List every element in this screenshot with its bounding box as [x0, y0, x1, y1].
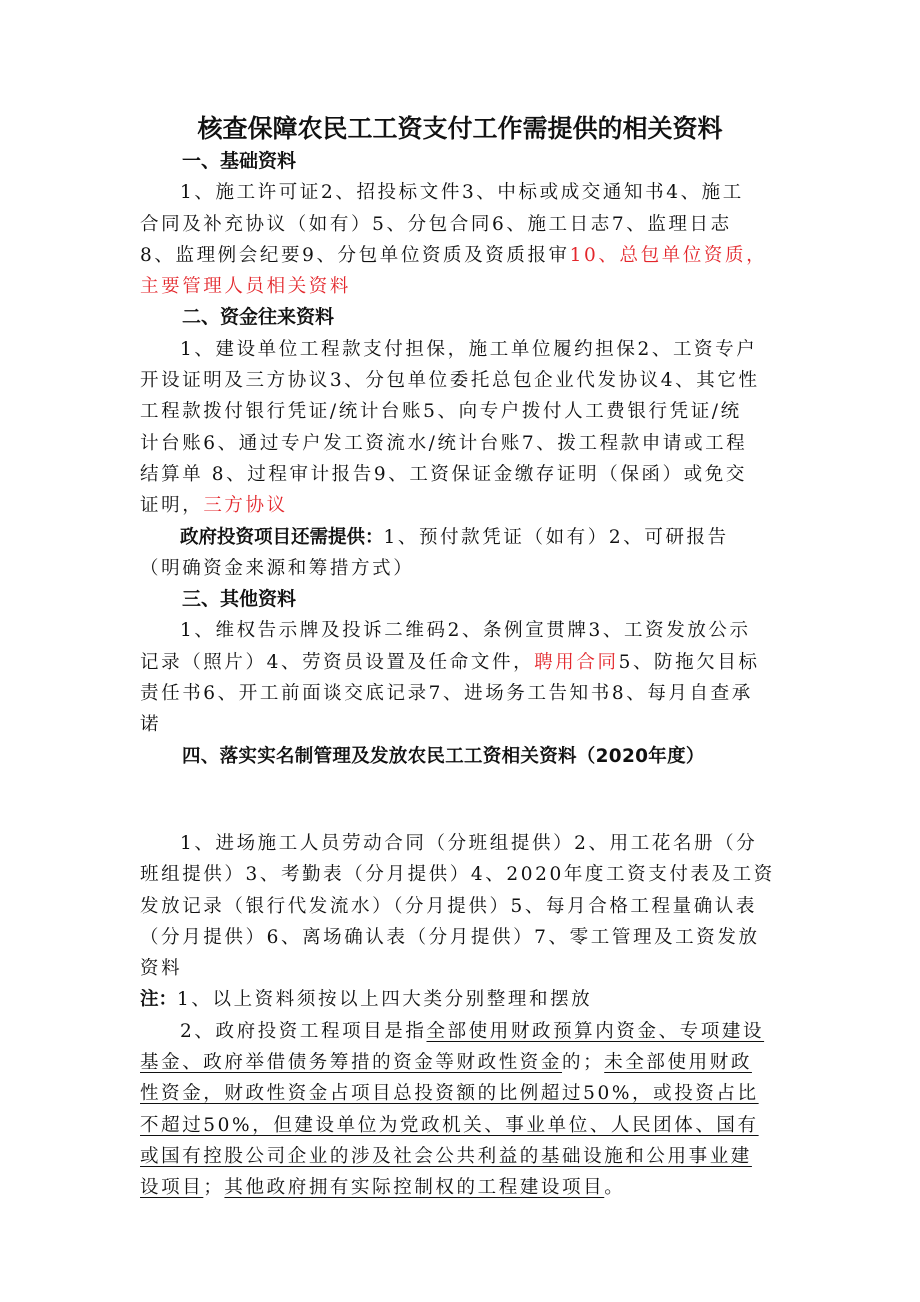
highlighted-text: 10、总包单位资质， — [569, 244, 768, 266]
paragraph — [140, 177, 790, 302]
highlighted-text: 主要管理人员相关资料 — [140, 276, 352, 298]
underlined-text: 未全部使用财政 — [604, 1052, 752, 1074]
text-line — [140, 1110, 790, 1141]
text-line — [140, 490, 790, 521]
text-segment: 证明， — [140, 495, 204, 517]
text-line — [140, 1016, 790, 1047]
underlined-text: 基金、政府举借债务筹措的资金等财政性资金 — [140, 1052, 563, 1074]
text-line — [140, 828, 790, 859]
underlined-text: 不超过50%，但建设单位为党政机关、事业单位、人民团体、国有 — [140, 1114, 759, 1136]
text-line — [140, 396, 790, 427]
text-segment: 计台账6、通过专户发工资流水/统计台账7、拨工程款申请或工程 — [140, 432, 748, 454]
text-segment: 记录（照片）4、劳资员设置及任命文件， — [140, 651, 535, 673]
document-page — [140, 112, 790, 1204]
text-line — [140, 859, 790, 890]
text-segment: 8、监理例会纪要9、分包单位资质及资质报审 — [140, 244, 570, 266]
text-segment: （分月提供）6、离场确认表（分月提供）7、零工管理及工资发放 — [140, 926, 760, 948]
text-line — [140, 709, 790, 740]
text-line — [140, 428, 790, 459]
underlined-text: 其他政府拥有实际控制权的工程建设项目 — [224, 1177, 605, 1199]
section-heading: 四、落实实名制管理及发放农民工工资相关资料（2020年度） — [182, 745, 705, 767]
text-line — [140, 984, 790, 1015]
section-heading: 一、基础资料 — [182, 150, 297, 172]
underlined-text: 全部使用财政预算内资金、专项建设 — [426, 1020, 765, 1042]
text-line — [140, 891, 790, 922]
text-segment: 5、防拖欠目标 — [618, 651, 760, 673]
text-segment: 1、以上资料须按以上四大类分别整理和摆放 — [177, 989, 593, 1011]
text-segment: 责任书6、开工前面谈交底记录7、进场务工告知书8、每月自查承 — [140, 683, 753, 705]
text-line — [140, 553, 790, 584]
text-segment: 1、施工许可证2、招投标文件3、中标或成交通知书4、施工 — [180, 182, 744, 204]
paragraph — [140, 334, 790, 522]
text-line — [140, 922, 790, 953]
text-line — [140, 209, 790, 240]
paragraph — [140, 1016, 790, 1204]
text-segment: 工程款拨付银行凭证/统计台账5、向专户拨付人工费银行凭证/统 — [140, 401, 742, 423]
note-paragraph — [140, 984, 790, 1015]
text-segment: 的； — [562, 1052, 605, 1074]
paragraph — [140, 828, 790, 984]
text-line — [140, 678, 790, 709]
text-segment: 1、建设单位工程款支付担保，施工单位履约担保2、工资专户 — [180, 338, 758, 360]
text-line — [140, 334, 790, 365]
text-line — [140, 615, 790, 646]
text-segment: 1、维权告示牌及投诉二维码2、条例宣贯牌3、工资发放公示 — [180, 620, 751, 642]
text-line — [140, 1047, 790, 1078]
section-heading: 二、资金往来资料 — [182, 306, 335, 329]
text-segment: 1、预付款凭证（如有）2、可研报告 — [383, 526, 729, 548]
text-segment: 诺 — [140, 714, 162, 736]
text-segment: ； — [203, 1177, 225, 1199]
underlined-text: 或国有控股公司企业的涉及社会公共利益的基础设施和公用事业建 — [140, 1145, 752, 1167]
document-title: 核查保障农民工工资支付工作需提供的相关资料 — [197, 114, 723, 143]
paragraph — [140, 615, 790, 740]
section-heading: 三、其他资料 — [182, 588, 297, 611]
text-line — [140, 953, 790, 984]
text-segment: 发放记录（银行代发流水）（分月提供）5、每月合格工程量确认表 — [140, 895, 758, 917]
text-segment: 班组提供）3、考勤表（分月提供）4、2020年度工资支付表及工资 — [140, 864, 775, 886]
text-segment: （明确资金来源和筹措方式） — [140, 557, 415, 579]
text-line — [140, 1141, 790, 1172]
text-line — [140, 1078, 790, 1109]
bold-label: 政府投资项目还需提供： — [180, 526, 384, 548]
text-line — [140, 522, 790, 553]
underlined-text: 设项目 — [140, 1177, 204, 1199]
text-line — [140, 177, 790, 208]
highlighted-text: 聘用合同 — [534, 651, 619, 673]
text-segment: 资料 — [140, 958, 183, 980]
text-line — [140, 1172, 790, 1203]
text-segment: 开设证明及三方协议3、分包单位委托总包企业代发协议4、其它性 — [140, 370, 760, 392]
text-segment: 结算单 8、过程审计报告9、工资保证金缴存证明（保函）或免交 — [140, 463, 747, 485]
text-line — [140, 459, 790, 490]
text-segment: 合同及补充协议（如有）5、分包合同6、施工日志7、监理日志 — [140, 213, 732, 235]
text-segment: 1、进场施工人员劳动合同（分班组提供）2、用工花名册（分 — [180, 832, 758, 854]
text-segment: 2、政府投资工程项目是指 — [180, 1020, 427, 1042]
document-body — [140, 146, 790, 1204]
text-line — [140, 271, 790, 302]
paragraph — [140, 522, 790, 585]
spacer — [140, 772, 790, 828]
text-line — [140, 647, 790, 678]
text-line — [140, 240, 790, 271]
text-line — [140, 365, 790, 396]
bold-label: 注： — [140, 989, 178, 1011]
text-segment: 。 — [604, 1177, 626, 1199]
highlighted-text: 三方协议 — [203, 495, 288, 517]
underlined-text: 性资金，财政性资金占项目总投资额的比例超过50%，或投资占比 — [140, 1083, 759, 1105]
